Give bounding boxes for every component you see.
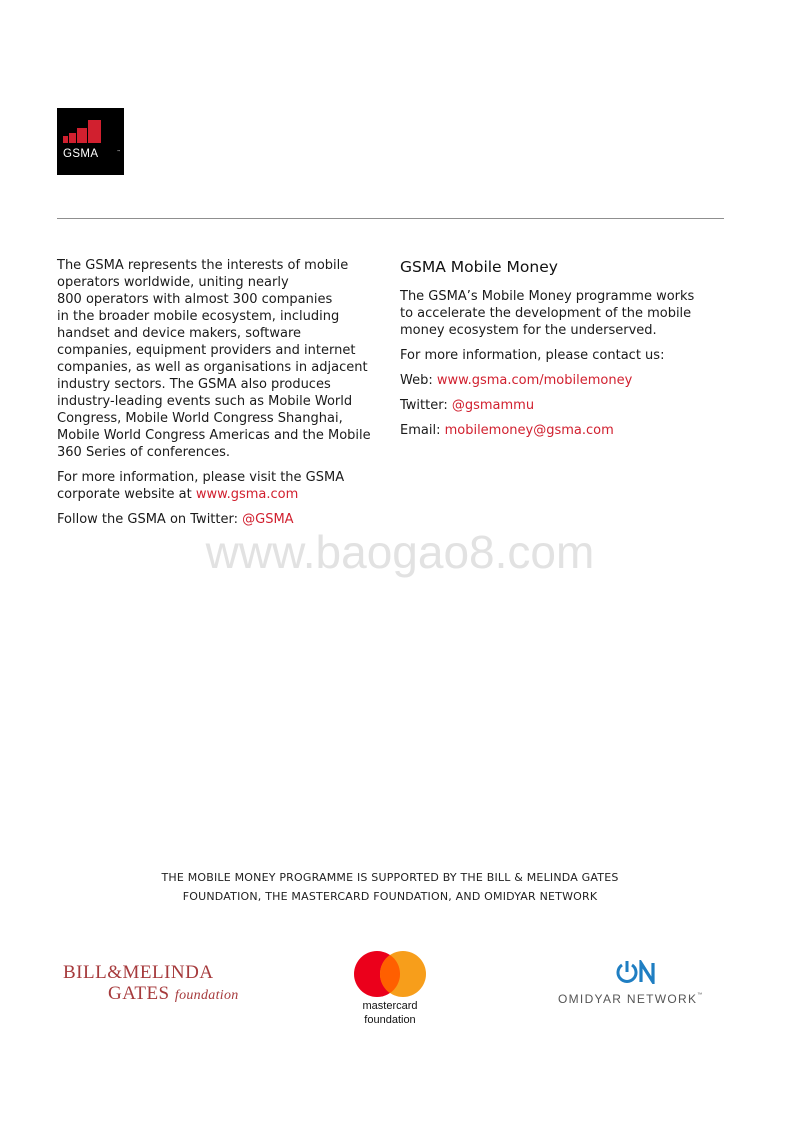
email-line <box>400 422 720 439</box>
mastercard-foundation-logo <box>342 950 438 1026</box>
mobile-money-twitter-link[interactable]: @gsmammu <box>451 398 535 413</box>
description-line: to accelerate the development of the mobile <box>400 306 692 321</box>
omidyar-on-icon <box>616 960 660 984</box>
gsma-logo <box>57 108 124 175</box>
gsma-logo-text: GSMA <box>63 148 99 160</box>
mastercard-logo-line2: foundation <box>364 1014 416 1026</box>
website-paragraph <box>57 469 387 503</box>
omidyar-name: OMIDYAR NETWORK <box>558 992 698 1006</box>
watermark: www.baogao8.com <box>205 526 595 578</box>
about-line: companies, equipment providers and internet <box>57 343 356 358</box>
about-gsma-section <box>57 257 387 536</box>
mobile-money-section <box>400 257 720 447</box>
about-line: industry sectors. The GSMA also produces <box>57 377 331 392</box>
gates-foundation-logo <box>63 962 239 1006</box>
twitter-line <box>400 397 720 414</box>
gates-logo-line1: BILL&MELINDA <box>63 962 214 983</box>
mobile-money-description <box>400 288 720 339</box>
mastercard-circles-icon <box>351 950 429 998</box>
about-line: handset and device makers, software <box>57 326 302 341</box>
twitter-prefix: Follow the GSMA on Twitter: <box>57 512 243 527</box>
gsma-logo-trademark: ™ <box>117 149 120 153</box>
description-line: money ecosystem for the underserved. <box>400 323 657 338</box>
twitter-label: Twitter: <box>400 398 452 413</box>
about-line: 800 operators with almost 300 companies <box>57 292 333 307</box>
gsma-website-link[interactable]: www.gsma.com <box>195 487 299 502</box>
divider <box>57 218 724 219</box>
about-line: in the broader mobile ecosystem, including <box>57 309 340 324</box>
email-label: Email: <box>400 423 445 438</box>
about-line: operators worldwide, uniting nearly <box>57 275 289 290</box>
supporters-line: THE MOBILE MONEY PROGRAMME IS SUPPORTED BY THE BILL & MELINDA GATES <box>161 871 619 884</box>
mobile-money-email-link[interactable]: mobilemoney@gsma.com <box>444 423 614 438</box>
about-line: 360 Series of conferences. <box>57 445 230 460</box>
contact-intro: For more information, please contact us: <box>400 348 665 363</box>
omidyar-logo-text <box>558 992 726 1006</box>
about-line: Congress, Mobile World Congress Shanghai, <box>57 411 343 426</box>
description-line: The GSMA’s Mobile Money programme works <box>400 289 695 304</box>
supporters-statement <box>0 868 780 906</box>
about-gsma-text <box>57 257 387 461</box>
about-line: industry-leading events such as Mobile World <box>57 394 353 409</box>
gates-logo-line2 <box>108 983 239 1006</box>
gsma-twitter-link[interactable]: @GSMA <box>242 512 294 527</box>
omidyar-trademark: ™ <box>697 992 703 998</box>
gates-logo-main: GATES <box>108 983 170 1004</box>
website-prefix-line1: For more information, please visit the GSMA <box>57 470 345 485</box>
omidyar-network-logo <box>558 960 726 1006</box>
gates-logo-sub: foundation <box>174 988 239 1003</box>
website-prefix-line2: corporate website at <box>57 487 196 502</box>
about-line: Mobile World Congress Americas and the Mobile <box>57 428 371 443</box>
supporters-line: FOUNDATION, THE MASTERCARD FOUNDATION, AND OMIDYAR NETWORK <box>182 890 598 903</box>
mobile-money-heading: GSMA Mobile Money <box>400 258 558 276</box>
mastercard-logo-line1: mastercard <box>362 1000 418 1012</box>
mobile-money-web-link[interactable]: www.gsma.com/mobilemoney <box>436 373 633 388</box>
about-line: The GSMA represents the interests of mobile <box>57 258 349 273</box>
web-line <box>400 372 720 389</box>
about-line: companies, as well as organisations in adjacent <box>57 360 368 375</box>
web-label: Web: <box>400 373 437 388</box>
